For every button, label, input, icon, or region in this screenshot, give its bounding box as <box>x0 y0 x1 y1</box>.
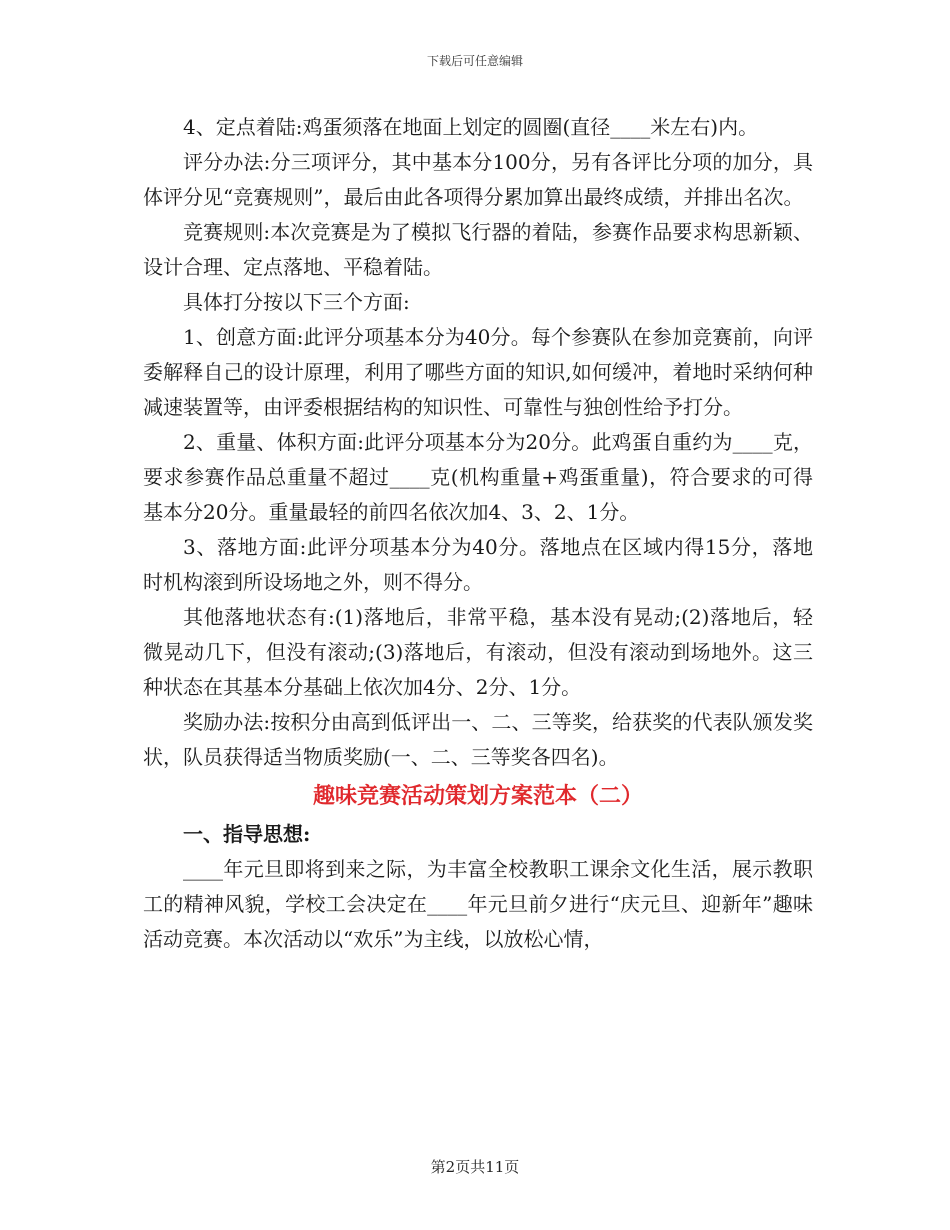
paragraph-landing: 3、落地方面:此评分项基本分为40分。落地点在区域内得15分，落地时机构滚到所设场地之外，则不得分。 <box>143 535 813 594</box>
paragraph-intro: ____年元旦即将到来之际，为丰富全校教职工课余文化生活，展示教职工的精神风貌，学校工会决定在____年元旦前夕进行“庆元旦、迎新年”趣味活动竞赛。本次活动以“欢乐”为主线，以放松心情， <box>143 857 813 951</box>
subheading-guiding-thought: 一、指导思想: <box>183 822 311 846</box>
paragraph-rewards: 奖励办法:按积分由高到低评出一、二、三等奖，给获奖的代表队颁发奖状，队员获得适当物质奖励(一、二、三等奖各四名)。 <box>143 710 813 769</box>
document-body <box>143 110 813 957</box>
paragraph-scoring-aspects: 具体打分按以下三个方面: <box>183 290 410 314</box>
paragraph-weight-volume: 2、重量、体积方面:此评分项基本分为20分。此鸡蛋自重约为____克，要求参赛作品总重量不超过____克(机构重量+鸡蛋重量)，符合要求的可得基本分20分。重量最轻的前四名依次加4、3、2、1分。 <box>143 430 813 524</box>
page-footer: 第2页共11页 <box>430 1158 520 1176</box>
paragraph-creativity: 1、创意方面:此评分项基本分为40分。每个参赛队在参加竞赛前，向评委解释自己的设计原理，利用了哪些方面的知识,如何缓冲，着地时采纳何种减速装置等，由评委根据结构的知识性、可靠性与独创性给予打分。 <box>143 325 813 419</box>
section-title: 趣味竞赛活动策划方案范本（二） <box>312 783 643 809</box>
paragraph-competition-rules: 竞赛规则:本次竞赛是为了模拟飞行器的着陆，参赛作品要求构思新颖、设计合理、定点落地、平稳着陆。 <box>143 220 813 279</box>
paragraph-other-landing-states: 其他落地状态有:(1)落地后，非常平稳，基本没有晃动;(2)落地后，轻微晃动几下，但没有滚动;(3)落地后，有滚动，但没有滚动到场地外。这三种状态在其基本分基础上依次加4分、2分、1分。 <box>143 605 813 699</box>
paragraph-fixed-landing: 4、定点着陆:鸡蛋须落在地面上划定的圆圈(直径____米左右)内。 <box>183 115 759 139</box>
page-header: 下载后可任意编辑 <box>426 54 523 68</box>
paragraph-scoring-method: 评分办法:分三项评分，其中基本分100分，另有各评比分项的加分，具体评分见“竞赛规则”，最后由此各项得分累加算出最终成绩，并排出名次。 <box>143 150 813 209</box>
